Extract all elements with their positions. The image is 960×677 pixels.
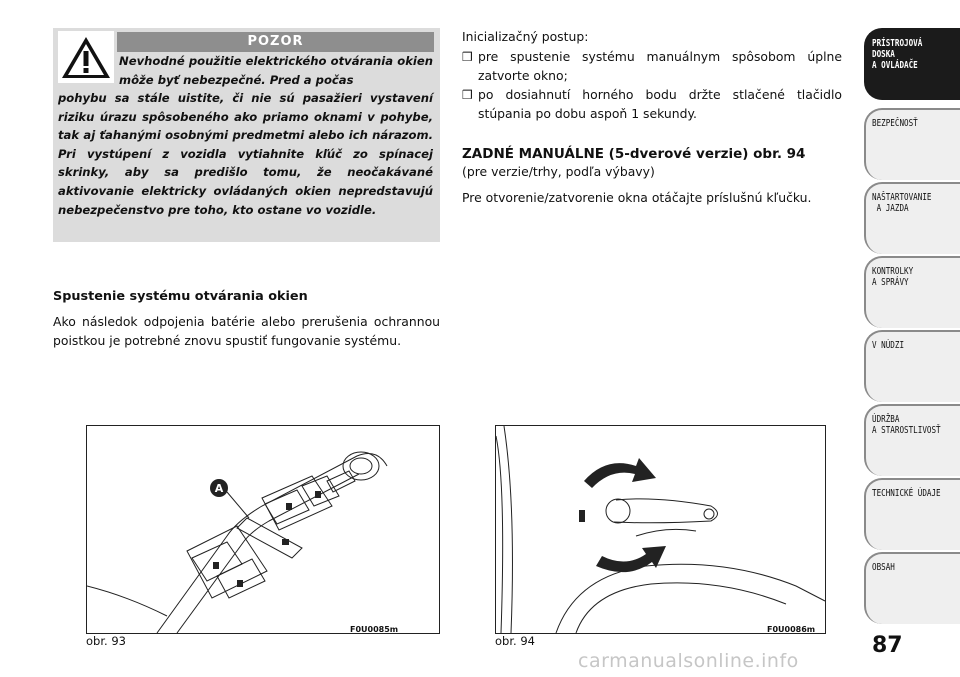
figure-93-code: F0U0085m	[350, 625, 399, 634]
tab-obsah[interactable]	[864, 552, 960, 624]
tab-label: KONTROLKY A SPRÁVY	[872, 266, 914, 288]
section-title-restart: Spustenie systému otvárania okien	[53, 289, 308, 304]
warning-box	[53, 28, 440, 242]
figure-label-a: A	[214, 482, 224, 495]
tab-technicke-udaje[interactable]	[864, 478, 960, 550]
list-item	[462, 48, 842, 85]
list-item-text: po dosiahnutí horného bodu držte stlačené tlačidlo stúpania po dobu aspoň 1 sekundy.	[478, 87, 842, 121]
init-intro: Inicializačný postup:	[462, 29, 589, 44]
tab-label: OBSAH	[872, 562, 895, 573]
tab-kontrolky[interactable]	[864, 256, 960, 328]
warning-text: pohybu sa stále uistite, či nie sú pasažieri vystavení riziku úrazu spôsobeného ako priamo oknami v pohybe, tak aj ťahanými osobnými predmetmi alebo ich nárazom. Pri vystúpení z vozidla vytiahnite kľúč zo spínacej skrinky, aby sa predišlo tomu, že neočakávané aktivovanie elektricky ovládaných okien nepredstavujú nebezpečenstvo pre toho, kto ostane vo vozidle.	[58, 91, 433, 217]
tab-label: PRÍSTROJOVÁ DOSKA A OVLÁDAČE	[872, 38, 923, 71]
checkbox-bullet-icon: ❒	[462, 50, 473, 64]
tab-label: BEZPEČNOSŤ	[872, 118, 918, 129]
tab-v-nudzi[interactable]	[864, 330, 960, 402]
tab-pristrojova-doska[interactable]	[864, 28, 960, 100]
door-switch-panel-illustration	[87, 426, 439, 633]
figure-93-caption: obr. 93	[86, 634, 126, 648]
checkbox-bullet-icon: ❒	[462, 88, 473, 103]
tab-label: V NÚDZI	[872, 340, 905, 351]
page-number: 87	[872, 633, 903, 658]
warning-heading: POZOR	[117, 32, 434, 52]
figure-94-code: F0U0086m	[767, 625, 816, 634]
rear-manual-body: Pre otvorenie/zatvorenie okna otáčajte príslušnú kľučku.	[462, 190, 812, 205]
figure-94-caption: obr. 94	[495, 634, 535, 648]
figure-93-power-window-switches	[86, 425, 440, 634]
tab-label: NAŠTARTOVANIE A JAZDA	[872, 192, 932, 214]
tab-bezpecnost[interactable]	[864, 108, 960, 180]
warning-text-top: Nevhodné použitie elektrického otvárania okien môže byť nebezpečné. Pred a počas	[119, 54, 433, 87]
tab-label: ÚDRŽBA A STAROSTLIVOSŤ	[872, 414, 941, 436]
section-title-rear-manual: ZADNÉ MANUÁLNE (5-dverové verzie) obr. 94	[462, 146, 806, 162]
restart-body-text: Ako následok odpojenia batérie alebo prerušenia ochrannou poistkou je potrebné znovu spustiť fungovanie systému.	[53, 314, 440, 348]
init-steps-list	[462, 48, 842, 124]
figure-94-window-crank	[495, 425, 826, 634]
tab-label: TECHNICKÉ ÚDAJE	[872, 488, 941, 499]
window-crank-illustration	[496, 426, 825, 633]
tab-nastartovanie[interactable]	[864, 182, 960, 254]
list-item	[462, 86, 842, 123]
tab-udrzba[interactable]	[864, 404, 960, 476]
list-item-text: pre spustenie systému manuálnym spôsobom úplne zatvorte okno;	[478, 49, 842, 83]
rear-manual-subtitle: (pre verzie/trhy, podľa výbavy)	[462, 164, 655, 179]
warning-triangle-icon	[58, 31, 114, 83]
watermark: carmanualsonline.info	[578, 650, 799, 672]
